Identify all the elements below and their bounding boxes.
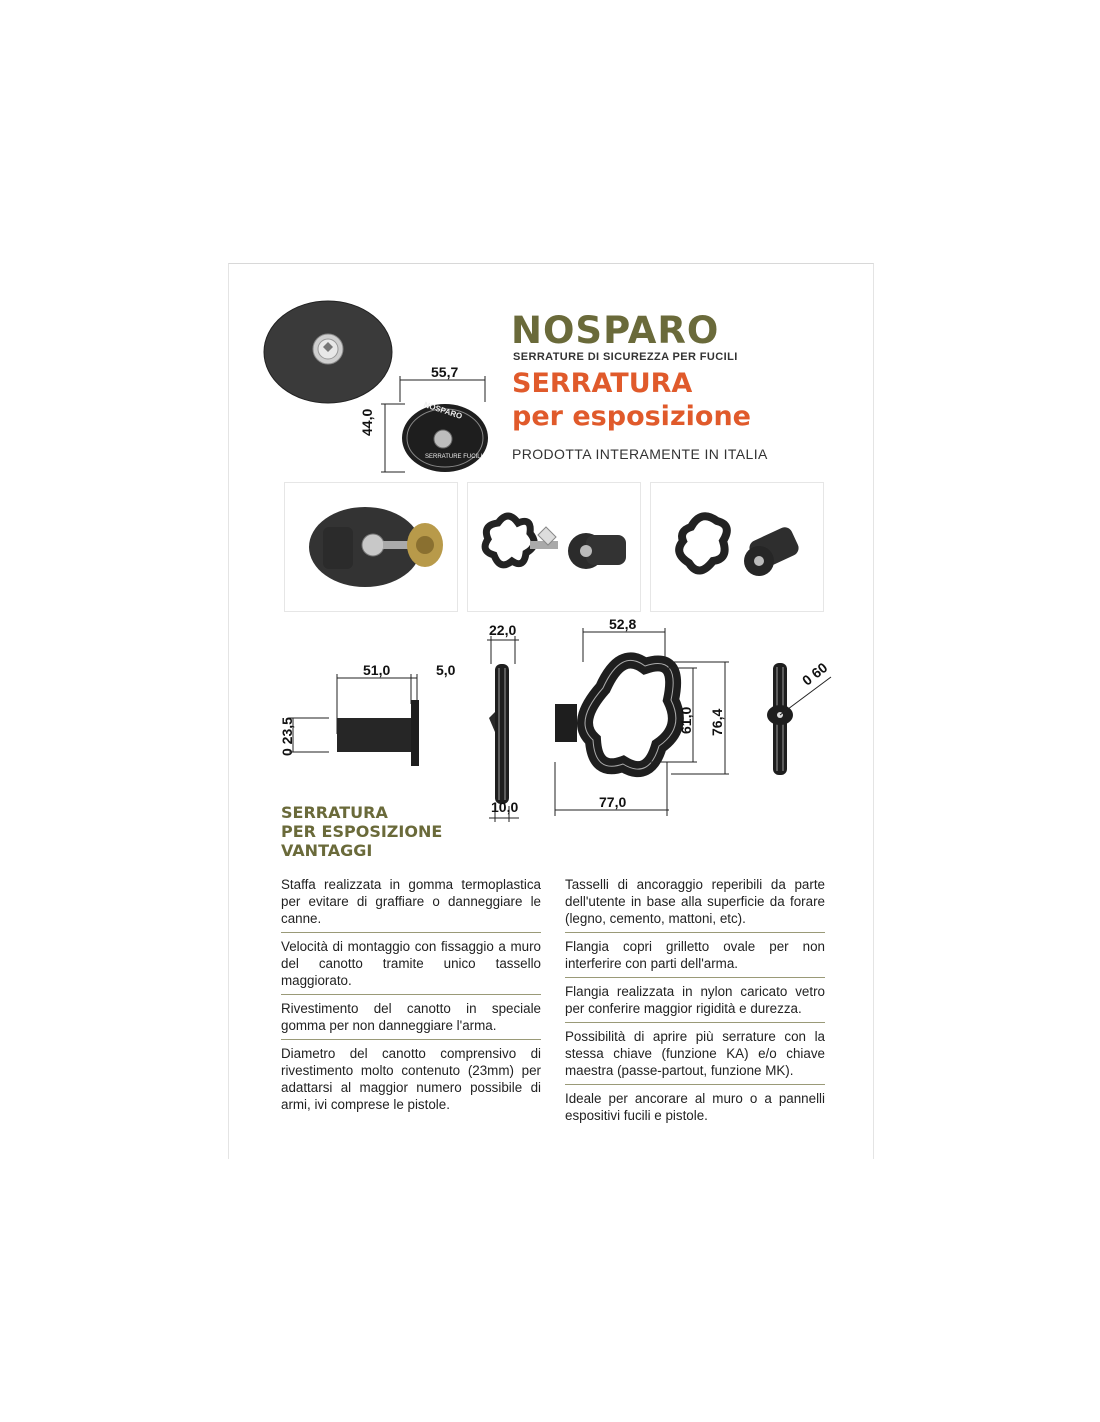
bracket-width-label: 52,8 [609, 616, 637, 632]
advantage-item: Velocità di montaggio con fissaggio a muro del canotto tramite unico tassello maggiorato. [281, 938, 541, 995]
bracket-total-label: 77,0 [599, 794, 627, 810]
end-diameter-label: 0 60 [799, 659, 831, 689]
advantages-title-line3: VANTAGGI [281, 841, 373, 860]
side-thickness-label: 10,0 [491, 799, 519, 815]
advantage-item: Staffa realizzata in gomma termoplastica per evitare di graffiare o danneggiare le canne. [281, 876, 541, 933]
brand-logo: NOSPARO [511, 309, 720, 352]
advantage-item: Possibilità di aprire più serrature con la stessa chiave (funzione KA) e/o chiave maestra (passe-partout, funzione MK). [565, 1028, 825, 1085]
side-width-label: 22,0 [489, 622, 517, 638]
flange-logo-text: NOSPARO [422, 400, 464, 421]
advantage-item: Diametro del canotto comprensivo di rivestimento molto contenuto (23mm) per adattarsi al maggior numero possibile di armi, ivi comprese le pistole. [281, 1046, 541, 1112]
product-title-line1: SERRATURA [512, 368, 693, 399]
bracket-side-drawing [479, 634, 529, 824]
shaft-side-drawing [279, 664, 479, 774]
advantages-title-line2: PER ESPOSIZIONE [281, 822, 443, 841]
flange-thickness-label: 5,0 [436, 662, 456, 678]
photo-bracket-and-shaft [650, 482, 824, 612]
flange-width-label: 55,7 [431, 364, 459, 380]
outer-height-label: 76,4 [709, 708, 725, 736]
flange-dimension-drawing [365, 372, 495, 482]
shaft-diameter-label: 0 23,5 [279, 717, 295, 756]
advantages-title-line1: SERRATURA [281, 803, 388, 822]
brand-subtitle: SERRATURE DI SICUREZZA PER FUCILI [513, 351, 738, 363]
photo-exploded-parts [467, 482, 641, 612]
product-title-line2: per esposizione [512, 401, 751, 432]
advantage-item: Flangia realizzata in nylon caricato vetro per conferire maggior rigidità e durezza. [565, 983, 825, 1023]
shaft-length-label: 51,0 [363, 662, 391, 678]
advantages-title [281, 803, 442, 860]
advantages-right-column [565, 876, 825, 1134]
advantages-left-column [281, 876, 541, 1123]
advantage-item: Flangia copri grilletto ovale per non interferire con parti dell'arma. [565, 938, 825, 978]
flange-height-label: 44,0 [359, 408, 375, 436]
advantage-item: Ideale per ancorare al muro o a pannelli espositivi fucili e pistole. [565, 1091, 825, 1123]
inner-height-label: 61,0 [678, 706, 694, 734]
photo-flange-with-key [284, 482, 458, 612]
advantage-item: Tasselli di ancoraggio reperibili da parte dell'utente in base alla superficie da forare (legno, cemento, mattoni, etc). [565, 876, 825, 933]
advantage-item: Rivestimento del canotto in speciale gomma per non danneggiare l'arma. [281, 1000, 541, 1040]
flange-plate-text: SERRATURE FUCILI [425, 454, 483, 460]
made-in-italy-text: PRODOTTA INTERAMENTE IN ITALIA [512, 446, 768, 462]
product-sheet [228, 263, 874, 1159]
